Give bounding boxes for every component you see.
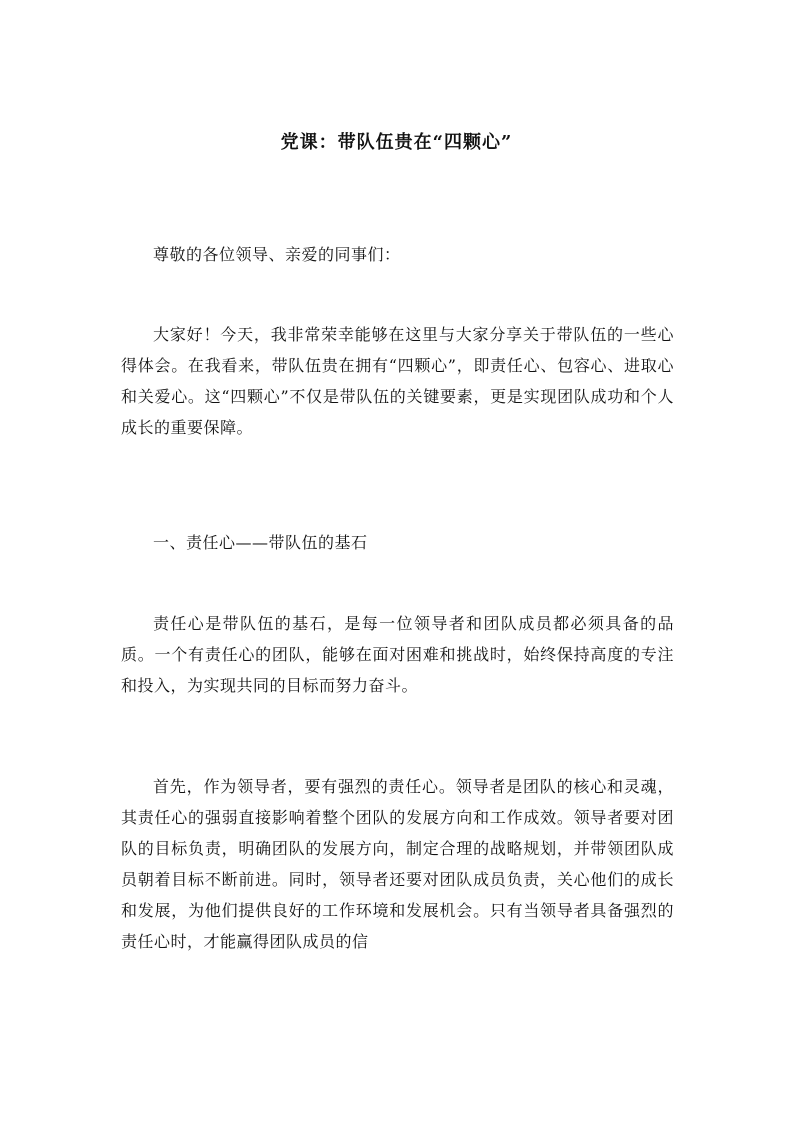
first-point-paragraph: 首先，作为领导者，要有强烈的责任心。领导者是团队的核心和灵魂，其责任心的强弱直接影响着整个团队的发展方向和工作成效。领导者要对团队的目标负责，明确团队的发展方向，制定合理的战略规划，并带领团队成员朝着目标不断前进。同时，领导者还要对团队成员负责，关心他们的成长和发展，为他们提供良好的工作环境和发展机会。只有当领导者具备强烈的责任心时，才能赢得团队成员的信 (121, 777, 674, 951)
greeting-paragraph: 尊敬的各位领导、亲爱的同事们： (153, 245, 401, 264)
document-title: 党课：带队伍贵在“四颗心” (280, 132, 513, 153)
responsibility-paragraph: 责任心是带队伍的基石，是每一位领导者和团队成员都必须具备的品质。一个有责任心的团队，能够在面对困难和挑战时，始终保持高度的专注和投入，为实现共同的目标而努力奋斗。 (121, 614, 674, 695)
intro-paragraph: 大家好！今天，我非常荣幸能够在这里与大家分享关于带队伍的一些心得体会。在我看来，带队伍贵在拥有“四颗心”，即责任心、包容心、进取心和关爱心。这“四颗心”不仅是带队伍的关键要素，更是实现团队成功和个人成长的重要保障。 (121, 325, 674, 437)
section-heading-responsibility: 一、责任心——带队伍的基石 (153, 533, 368, 552)
